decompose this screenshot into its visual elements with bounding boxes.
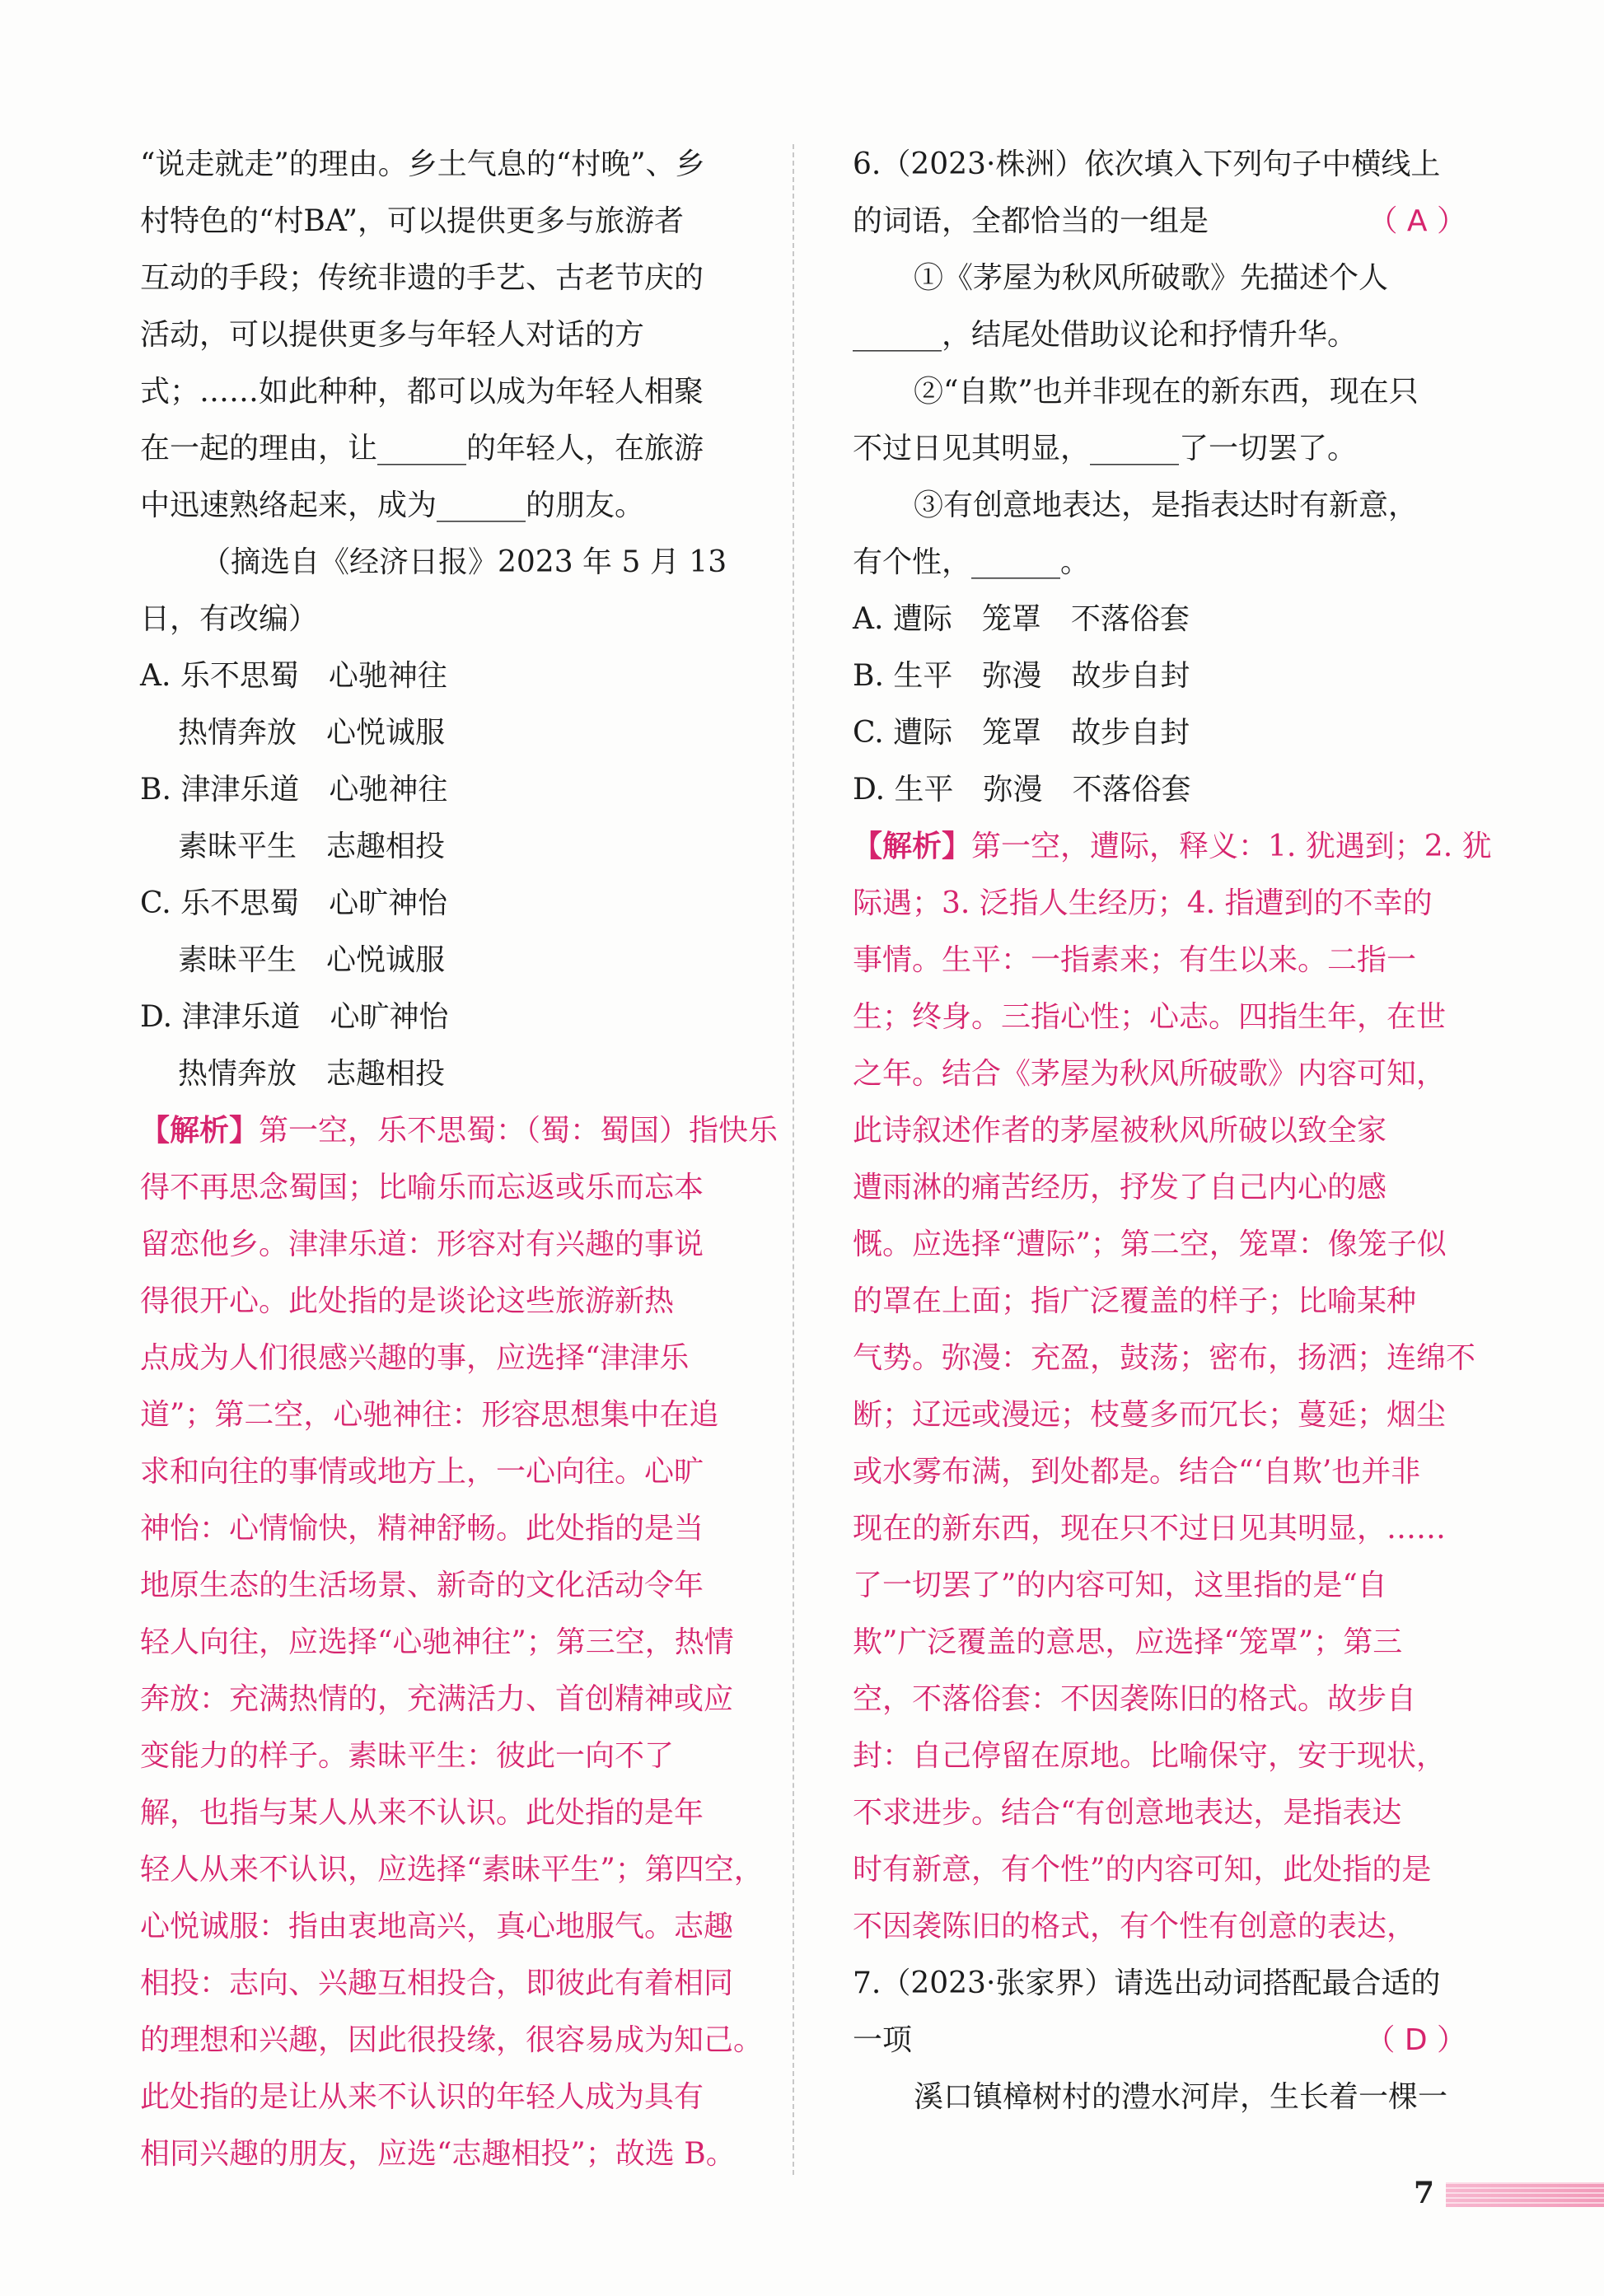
analysis-line: 变能力的样子。素昧平生：彼此一向不了 [140,1739,675,1773]
option-d-cont: 热情奔放 志趣相投 [178,1057,446,1091]
option-a-cont: 热情奔放 心悦诚服 [178,716,446,750]
option-b: B. 津津乐道 心驰神往 [140,773,448,807]
analysis-line: 之年。结合《茅屋为秋风所破歌》内容可知， [853,1057,1447,1091]
q6-option-c: C. 遭际 笼罩 故步自封 [853,716,1190,750]
q6-sentence-2-cont: 不过日见其明显，______了一切罢了。 [853,432,1358,465]
q6-stem-line1: 6.（2023·株洲）依次填入下列句子中横线上 [853,147,1441,181]
analysis-line: 空，不落俗套：不因袭陈旧的格式。故步自 [853,1682,1417,1716]
passage-line: 中迅速熟络起来，成为______的朋友。 [140,489,645,522]
passage-line: 在一起的理由，让______的年轻人，在旅游 [140,432,704,465]
analysis-line: 不因袭陈旧的格式，有个性有创意的表达， [853,1910,1417,1943]
analysis-tag: 【解析】 [853,829,972,863]
analysis-line: 现在的新东西，现在只不过日见其明显，…… [853,1512,1447,1545]
analysis-text: 第一空，遭际，释义：1. 犹遇到；2. 犹 [971,830,1492,863]
right-column [853,136,1492,2125]
left-column [140,136,779,2182]
analysis-line: 遭雨淋的痛苦经历，抒发了自己内心的感 [853,1171,1387,1204]
analysis-line: 相同兴趣的朋友，应选“志趣相投”；故选 B。 [140,2137,736,2171]
option-c: C. 乐不思蜀 心旷神怡 [140,886,448,920]
analysis-first-line [140,1102,779,1159]
question-6 [853,136,1466,818]
analysis-line: 轻人从来不认识，应选择“素昧平生”；第四空， [140,1853,764,1887]
analysis-line: 时有新意，有个性”的内容可知，此处指的是 [853,1853,1432,1887]
analysis-line: 地原生态的生活场景、新奇的文化活动令年 [140,1569,704,1602]
analysis-tag: 【解析】 [140,1113,260,1148]
column-divider [793,144,794,2175]
q7-stem-text: 一项 [853,2023,913,2057]
footer-decoration-stripes [1446,2182,1604,2207]
analysis-line: 此诗叙述作者的茅屋被秋风所破以致全家 [853,1114,1387,1148]
analysis-line: 封：自己停留在原地。比喻保守，安于现状， [853,1739,1447,1773]
analysis-line: 相投：志向、兴趣互相投合，即彼此有着相同 [140,1966,734,2000]
q6-sentence-3-cont: 有个性，______。 [853,545,1091,579]
q6-answer: （ A ） [1368,204,1466,238]
source-citation-cont: 日，有改编） [140,602,319,636]
analysis-line: 轻人向往，应选择“心驰神往”；第三空，热情 [140,1625,734,1659]
analysis-line: 生；终身。三指心性；心志。四指生年，在世 [853,1000,1447,1034]
q6-sentence-1-cont: ______，结尾处借助议论和抒情升华。 [853,318,1358,352]
analysis-line: 得不再思念蜀国；比喻乐而忘返或乐而忘本 [140,1171,704,1204]
analysis-line: 神怡：心情愉快，精神舒畅。此处指的是当 [140,1512,704,1545]
q5-options [140,648,750,1102]
analysis-line: 留恋他乡。津津乐道：形容对有兴趣的事说 [140,1227,704,1261]
analysis-line: 心悦诚服：指由衷地高兴，真心地服气。志趣 [140,1910,734,1943]
q7-passage-line: 溪口镇樟树村的澧水河岸，生长着一棵一 [914,2080,1448,2114]
analysis-line: 解，也指与某人从来不认识。此处指的是年 [140,1796,704,1830]
passage-line: 互动的手段；传统非遗的手艺、古老节庆的 [140,261,704,295]
q7-stem-line1: 7.（2023·张家界）请选出动词搭配最合适的 [853,1966,1441,2000]
analysis-line: 的理想和兴趣，因此很投缘，很容易成为知己。 [140,2023,764,2057]
analysis-line: 得很开心。此处指的是谈论这些旅游新热 [140,1284,675,1318]
analysis-line: 气势。弥漫：充盈，鼓荡；密布，扬洒；连绵不 [853,1341,1476,1375]
analysis-text: 第一空，乐不思蜀：（蜀：蜀国）指快乐 [259,1114,779,1148]
analysis-line: 断；辽远或漫远；枝蔓多而冗长；蔓延；烟尘 [853,1398,1447,1432]
option-d: D. 津津乐道 心旷神怡 [140,1000,449,1034]
question-7 [853,1955,1466,2125]
q6-sentence-3: ③有创意地表达，是指表达时有新意， [914,489,1419,522]
analysis-line: 奔放：充满热情的，充满活力、首创精神或应 [140,1682,734,1716]
analysis-first-line [853,818,1492,875]
q6-sentence-1: ①《茅屋为秋风所破歌》先描述个人 [914,261,1389,295]
q6-sentence-2: ②“自欺”也并非现在的新东西，现在只 [914,375,1419,409]
analysis-line: 欺”广泛覆盖的意思，应选择“笼罩”；第三 [853,1625,1403,1659]
analysis-line: 此处指的是让从来不认识的年轻人成为具有 [140,2080,704,2114]
q6-option-b: B. 生平 弥漫 故步自封 [853,659,1190,693]
passage-text [140,136,750,534]
q7-answer: （ D ） [1365,2023,1466,2057]
passage-line: 活动，可以提供更多与年轻人对话的方 [140,318,645,352]
q6-stem-line2 [853,193,1466,250]
analysis-line: 点成为人们很感兴趣的事，应选择“津津乐 [140,1341,690,1375]
analysis-line: 不求进步。结合“有创意地表达，是指表达 [853,1796,1402,1830]
q7-stem-line2 [853,2012,1466,2069]
analysis-line: 际遇；3. 泛指人生经历；4. 指遭到的不幸的 [853,886,1433,920]
source-citation: （摘选自《经济日报》2023 年 5 月 13 [201,545,727,579]
q6-stem-text: 的词语，全都恰当的一组是 [853,204,1209,238]
option-b-cont: 素昧平生 志趣相投 [178,830,446,863]
passage-line: 村特色的“村BA”，可以提供更多与旅游者 [140,204,684,238]
analysis-line: 事情。生平：一指素来；有生以来。二指一 [853,943,1417,977]
q5-analysis [140,1102,779,2182]
option-c-cont: 素昧平生 心悦诚服 [178,943,446,977]
option-a: A. 乐不思蜀 心驰神往 [140,659,447,693]
analysis-line: 了一切罢了”的内容可知，这里指的是“自 [853,1569,1387,1602]
analysis-line: 的罩在上面；指广泛覆盖的样子；比喻某种 [853,1284,1417,1318]
q6-analysis [853,818,1492,1955]
analysis-line: 慨。应选择“遭际”；第二空，笼罩：像笼子似 [853,1227,1447,1261]
q6-option-d: D. 生平 弥漫 不落俗套 [853,773,1191,807]
page-number: 7 [1414,2176,1435,2210]
q6-option-a: A. 遭际 笼罩 不落俗套 [853,602,1190,636]
passage-line: “说走就走”的理由。乡土气息的“村晚”、乡 [140,147,705,181]
analysis-line: 或水雾布满，到处都是。结合“‘自欺’也并非 [853,1455,1421,1489]
analysis-line: 求和向往的事情或地方上，一心向往。心旷 [140,1455,704,1489]
passage-line: 式；……如此种种，都可以成为年轻人相聚 [140,375,704,409]
analysis-line: 道”；第二空，心驰神往：形容思想集中在追 [140,1398,719,1432]
